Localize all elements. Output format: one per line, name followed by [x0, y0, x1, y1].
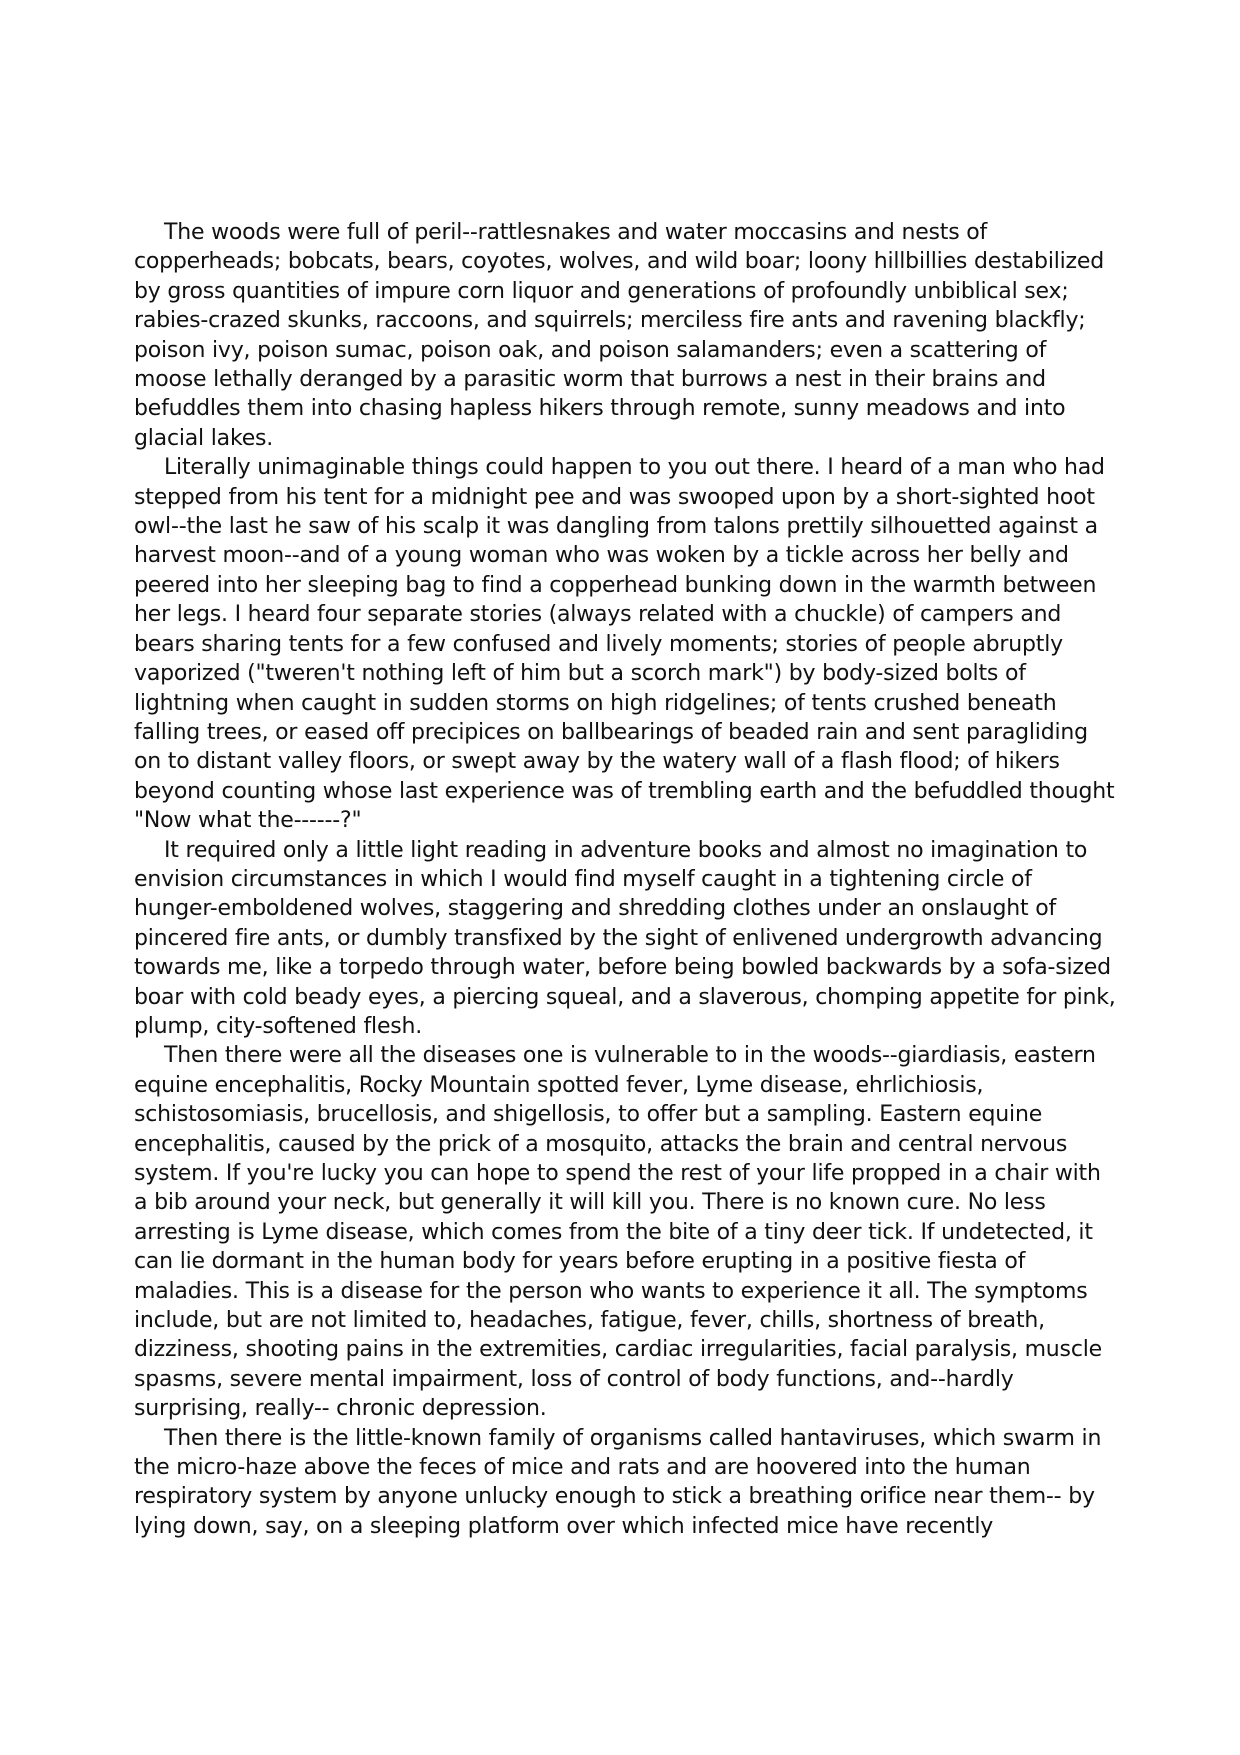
- paragraph-hantaviruses: Then there is the little-known family of organisms called hantaviruses, which swarm in the micro-haze above the feces of mice and rats and are hoovered into the human respiratory system by anyone unlucky enough to stick a breathing orifice near them-- by lying down, say, on a sleeping platform over which infected mice have recently: [134, 1425, 1102, 1539]
- paragraph-woods-peril: The woods were full of peril--rattlesnakes and water moccasins and nests of copperheads; bobcats, bears, coyotes, wolves, and wild boar; loony hillbillies destabilized by gross quantities of impure corn liquor and generations of profoundly unbiblical sex; rabies-crazed skunks, raccoons, and squirrels; merciless fire ants and ravening blackfly; poison ivy, poison sumac, poison oak, and poison salamanders; even a scattering of moose lethally deranged by a parasitic worm that burrows a nest in their brains and befuddles them into chasing hapless hikers through remote, sunny meadows and into glacial lakes.: [134, 220, 1105, 451]
- paragraph-diseases: Then there were all the diseases one is vulnerable to in the woods--giardiasis, eastern equine encephalitis, Rocky Mountain spotted fever, Lyme disease, ehrlichiosis, schistosomiasis, brucellosis, and shigellosis, to offer but a sampling. Eastern equine encephalitis, caused by the prick of a mosquito, attacks the brain and central nervous system. If you're lucky you can hope to spend the rest of your life propped in a chair with a bib around your neck, but generally it will kill you. There is no known cure. No less arresting is Lyme disease, which comes from the bite of a tiny deer tick. If undetected, it can lie dormant in the human body for years before erupting in a positive fiesta of maladies. This is a disease for the person who wants to experience it all. The symptoms include, but are not limited to, headaches, fatigue, fever, chills, shortness of breath, dizziness, shooting pains in the extremities, cardiac irregularities, facial paralysis, muscle spasms, severe mental impairment, loss of control of body functions, and--hardly surprising, really-- chronic depression.: [134, 1043, 1102, 1422]
- paragraph-light-reading: It required only a little light reading in adventure books and almost no imagination to envision circumstances in which I would find myself caught in a tightening circle of hunger-emboldened wolves, staggering and shredding clothes under an onslaught of pincered fire ants, or dumbly transfixed by the sight of enlivened undergrowth advancing towards me, like a torpedo through water, before being bowled backwards by a sofa-sized boar with cold beady eyes, a piercing squeal, and a slaverous, chomping appetite for pink, plump, city-softened flesh.: [134, 837, 1116, 1039]
- paragraph-unimaginable-things: Literally unimaginable things could happen to you out there. I heard of a man who had stepped from his tent for a midnight pee and was swooped upon by a short-sighted hoot owl--the last he saw of his scalp it was dangling from talons prettily silhouetted against a harvest moon--and of a young woman who was woken by a tickle across her belly and peered into her sleeping bag to find a copperhead bunking down in the warmth between her legs. I heard four separate stories (always related with a chuckle) of campers and bears sharing tents for a few confused and lively moments; stories of people abruptly vaporized ("tweren't nothing left of him but a scorch mark") by body-sized bolts of lightning when caught in sudden storms on high ridgelines; of tents crushed beneath falling trees, or eased off precipices on ballbearings of beaded rain and sent paragliding on to distant valley floors, or swept away by the watery wall of a flash flood; of hikers beyond counting whose last experience was of trembling earth and the befuddled thought "Now what the------?": [134, 455, 1115, 834]
- body-text: [134, 218, 1116, 1541]
